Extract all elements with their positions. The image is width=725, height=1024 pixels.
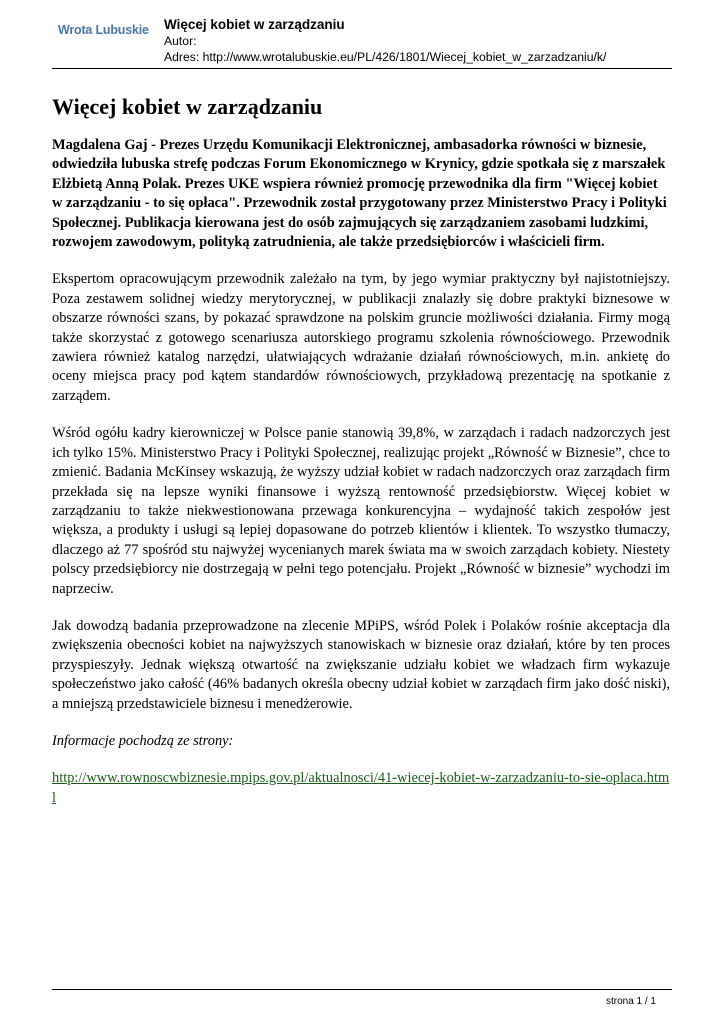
page-footer bbox=[52, 989, 672, 1007]
article-lead: Magdalena Gaj - Prezes Urzędu Komunikacji Elektronicznej, ambasadorka równości w biznesie, odwiedziła lubuska strefę podczas Forum Ekonomicznego w Krynicy, gdzie spotkała się z marszałek Elżbietą Anną Polak. Prezes UKE wspiera również promocję przewodnika dla firm "Więcej kobiet w zarządzaniu - to się opłaca". Przewodnik został przygotowany przez Ministerstwo Pracy i Polityki Społecznej. Publikacja kierowana jest do osób zajmujących się zarządzaniem zasobami ludzkimi, rozwojem zawodowym, polityką zatrudnienia, ale także przedsiębiorców i właścicieli firm. bbox=[52, 137, 667, 251]
header-address: Adres: http://www.wrotalubuskie.eu/PL/426/1801/Wiecej_kobiet_w_zarzadzaniu/k/ bbox=[164, 50, 607, 64]
article-title: Więcej kobiet w zarządzaniu bbox=[52, 94, 323, 119]
source-label: Informacje pochodzą ze strony: bbox=[52, 732, 234, 749]
article-paragraph-2: Wśród ogółu kadry kierowniczej w Polsce panie stanowią 39,8%, w zarządach i radach nadzorczych jest ich tylko 15%. Ministerstwo Pracy i Polityki Społecznej, realizując projekt „Równość w Biznesie”, chce to zmienić. Badania McKinsey wskazują, że wyższy udział kobiet w radach nadzorczych oraz zarządach firm przekłada się na lepsze wyniki finansowe i wyższą rentowność przedsiębiorstw. Więcej kobiet w zarządzaniu to także niekwestionowana przewaga konkurencyjna – wydajność takich zespołów jest większa, a produkty i usługi są lepiej dopasowane do potrzeb klientów i klientek. To wszystko tłumaczy, dlaczego aż 77 spośród stu najwyżej wycenianych marek świata ma w swoich zarządach kobiety. Niestety polscy przedsiębiorcy nie dostrzegają w pełni tego potencjału. Projekt „Równość w biznesie” wychodzi im naprzeciw. bbox=[52, 425, 670, 597]
article-paragraph-3: Jak dowodzą badania przeprowadzone na zlecenie MPiPS, wśród Polek i Polaków rośnie akceptacja dla zwiększenia obecności kobiet na najwyższych stanowiskach w biznesie oraz działań, które by ten proces przyspieszyły. Jednak większą otwartość na zwiększanie udziału kobiet we władzach firm wykazuje społeczeństwo jako całość (46% badanych określa obecny udział kobiet w zarządach firm jako dość niski), a mniejszą przedstawiciele biznesu i menedżerowie. bbox=[52, 617, 670, 712]
header-author: Autor: bbox=[164, 34, 197, 48]
article-paragraph-1: Ekspertom opracowującym przewodnik zależało na tym, by jego wymiar praktyczny był najistotniejszy. Poza zestawem solidnej wiedzy merytorycznej, w publikacji znalazły się dobre praktyki biznesowe w obszarze równości szans, by pokazać sprawdzone na polskim gruncie możliwości działania. Firmy mogą także skorzystać z gotowego scenariusza autorskiego programu szkolenia równościowego. Przewodnik zawiera również katalog narzędzi, ułatwiających wdrażanie działań równościowych, m.in. ankietę do oceny miejsca pracy pod kątem standardów równościowych, przykładową prezentację na spotkanie z zarządem. bbox=[52, 271, 670, 404]
header-title: Więcej kobiet w zarządzaniu bbox=[164, 17, 345, 32]
page-number: strona 1 / 1 bbox=[605, 996, 656, 1007]
source-link[interactable]: http://www.rownoscwbiznesie.mpips.gov.pl/aktualnosci/41-wiecej-kobiet-w-zarzadzaniu-to-sie-oplaca.html bbox=[52, 770, 670, 806]
header-info bbox=[164, 16, 606, 65]
article-body bbox=[52, 93, 670, 826]
page-header bbox=[52, 14, 672, 69]
site-logo: Wrota Lubuskie bbox=[58, 23, 149, 37]
